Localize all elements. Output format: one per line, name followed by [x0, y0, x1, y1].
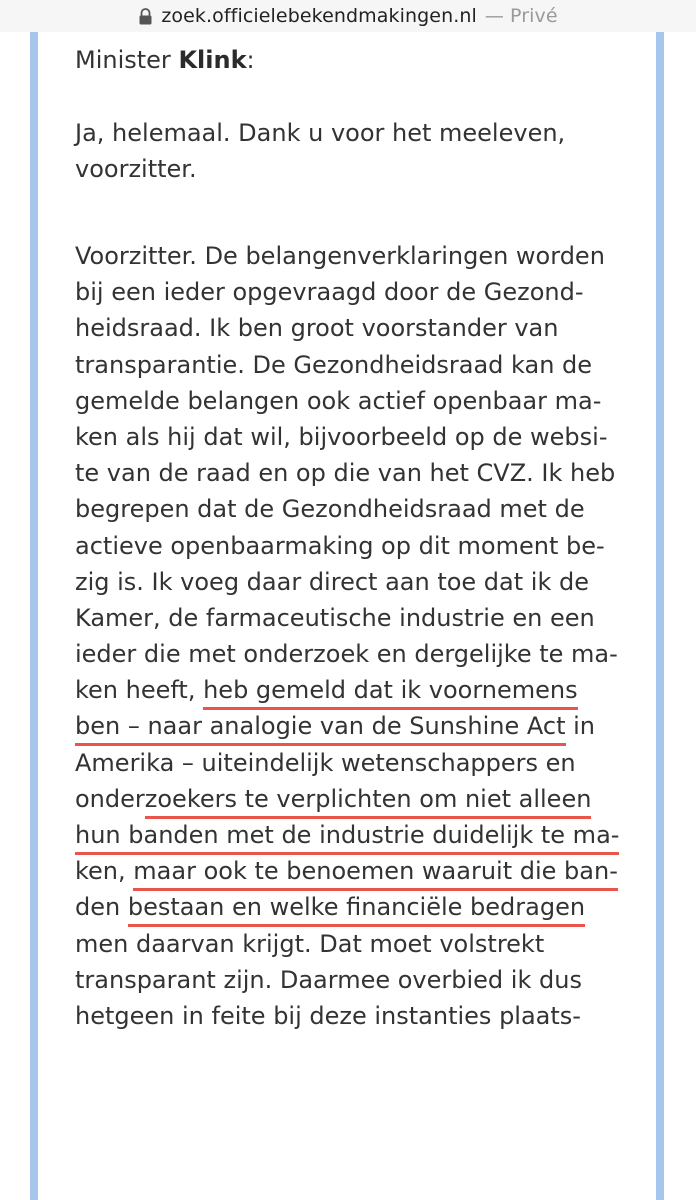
- text-line: transparantie. De Gezondheidsraad kan de: [75, 350, 593, 379]
- text-line: heidsraad. Ik ben groot voorstander van: [75, 314, 559, 343]
- text-line: [75, 889, 619, 925]
- text-line: ieder die met onderzoek en dergelijke te ma-: [75, 640, 618, 669]
- text-line: [75, 708, 619, 744]
- right-accent-bar: [656, 32, 664, 1200]
- text-line: ken als hij dat wil, bijvoorbeeld op de websi-: [75, 422, 608, 451]
- text-line: voorzitter.: [75, 155, 197, 184]
- speaker-suffix: :: [246, 46, 255, 74]
- text-line: zig is. Ik voeg daar direct aan toe dat ik de: [75, 567, 589, 596]
- text-line: Amerika – uiteindelijk wetenschappers en: [75, 748, 576, 777]
- underlined-text: zoekers te verplichten om niet alleen: [145, 785, 592, 819]
- text-line: begrepen dat de Gezondheidsraad met de: [75, 495, 585, 524]
- underlined-text: heb gemeld dat ik voornemens: [203, 676, 578, 710]
- text-line: Kamer, de farmaceutische industrie en een: [75, 603, 595, 632]
- plain-text: ken heeft,: [75, 676, 204, 705]
- text-line: [75, 781, 619, 817]
- text-line: bij een ieder opgevraagd door de Gezond-: [75, 278, 584, 307]
- paragraph-1: [75, 115, 565, 187]
- plain-text: ken,: [75, 857, 134, 886]
- document-content: [75, 42, 655, 1030]
- url-separator: —: [484, 5, 505, 27]
- text-line: [75, 817, 619, 853]
- plain-text: den: [75, 893, 128, 922]
- underlined-text: hun banden met de industrie duidelijk te ma-: [75, 821, 619, 855]
- text-line: Ja, helemaal. Dank u voor het meeleven,: [75, 119, 566, 147]
- text-line: [75, 853, 619, 889]
- underlined-text: ben – naar analogie van de Sunshine Act: [75, 712, 566, 746]
- plain-text: in: [565, 712, 596, 741]
- address-bar[interactable]: [0, 0, 696, 32]
- speaker-heading: [75, 42, 655, 78]
- speaker-prefix: Minister: [75, 46, 179, 74]
- text-line: men daarvan krijgt. Dat moet volstrekt: [75, 929, 545, 958]
- underlined-text: maar ook te benoemen waaruit die ban-: [133, 857, 618, 891]
- underlined-text: bestaan en welke financiële bedragen: [128, 893, 585, 927]
- text-line: Voorzitter. De belangenverklaringen worden: [75, 242, 605, 270]
- text-line: hetgeen in feite bij deze instanties plaats-: [75, 1001, 581, 1030]
- text-line: actieve openbaarmaking op dit moment be-: [75, 531, 605, 560]
- plain-text: onder: [75, 784, 145, 813]
- text-line: te van de raad en op die van het CVZ. Ik heb: [75, 459, 616, 488]
- lock-icon: [138, 8, 153, 25]
- text-line: transparant zijn. Daarmee overbied ik dus: [75, 965, 582, 994]
- text-line: gemelde belangen ook actief openbaar ma-: [75, 386, 602, 415]
- paragraph-2: [75, 238, 619, 1034]
- left-accent-bar: [30, 32, 38, 1200]
- text-line: [75, 672, 619, 708]
- document-page: [0, 32, 696, 1200]
- private-mode-label: Privé: [510, 5, 558, 27]
- speaker-name: Klink: [178, 46, 247, 74]
- url-text: zoek.officielebekendmakingen.nl: [161, 5, 477, 27]
